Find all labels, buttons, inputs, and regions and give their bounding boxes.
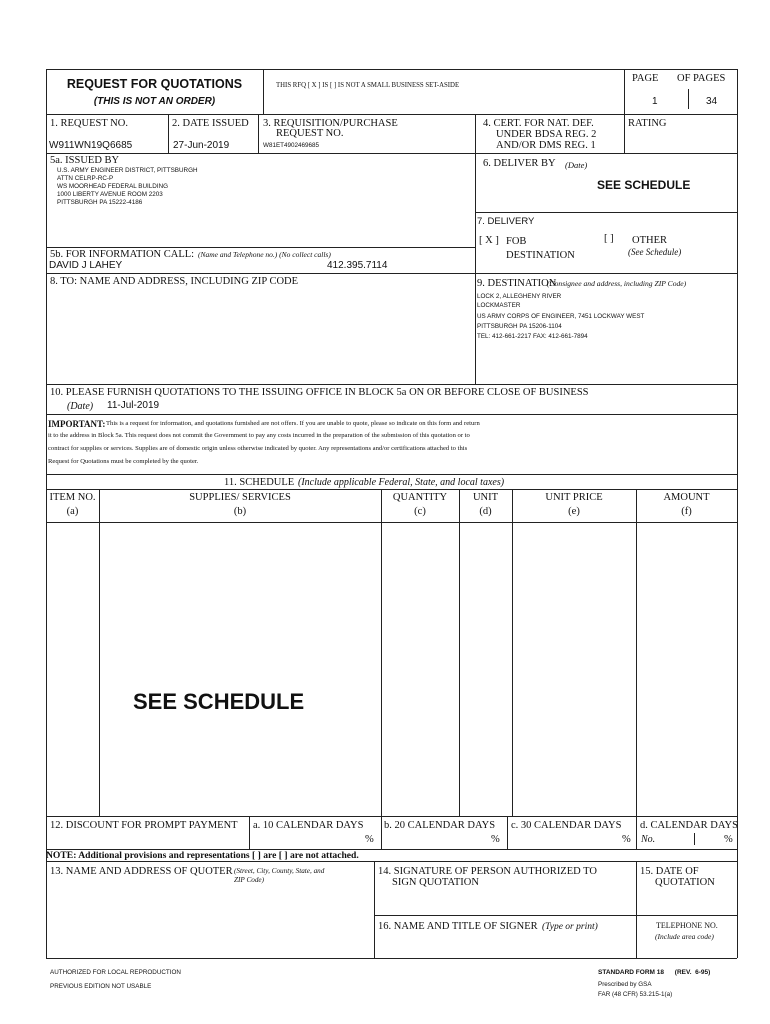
other-hint: (See Schedule) <box>628 247 682 257</box>
schedule-hint: (Include applicable Federal, State, and local taxes) <box>298 477 505 488</box>
col-header-amount: AMOUNT <box>663 492 710 503</box>
fob-checkbox[interactable]: [ X ] <box>479 235 499 246</box>
other-checkbox[interactable]: [ ] <box>604 233 614 244</box>
form-subtitle: (THIS IS NOT AN ORDER) <box>93 96 216 107</box>
col-header-item-no: ITEM NO. <box>49 492 96 503</box>
page-number: 1 <box>652 96 658 107</box>
col-sub-b: (b) <box>233 506 247 517</box>
col-sub-e: (e) <box>568 506 580 517</box>
furnish-quotations-label: 10. PLEASE FURNISH QUOTATIONS TO THE ISSUING OFFICE IN BLOCK 5a ON OR BEFORE CLOSE OF BUSINESS <box>50 387 589 398</box>
request-no-value: W911WN19Q6685 <box>49 140 133 151</box>
destination-line: US ARMY CORPS OF ENGINEER, 7451 LOCKWAY WEST <box>477 313 645 320</box>
col-header-supplies: SUPPLIES/ SERVICES <box>189 492 291 503</box>
col-sub-c: (c) <box>414 506 426 517</box>
signature-label-1: 14. SIGNATURE OF PERSON AUTHORIZED TO <box>378 866 597 877</box>
contact-phone: 412.395.7114 <box>327 260 388 271</box>
destination-line: TEL: 412-661-2217 FAX: 412-661-7894 <box>477 333 588 340</box>
destination-line: LOCKMASTER <box>477 302 521 309</box>
col-header-unit: UNIT <box>472 492 499 503</box>
col-sub-f: (f) <box>681 506 692 517</box>
important-label: IMPORTANT: <box>48 419 106 429</box>
page-label: PAGE <box>632 73 659 84</box>
discount-days-no: No. <box>641 834 656 845</box>
destination-line: PITTSBURGH PA 15206-1104 <box>477 323 562 330</box>
quotation-date-label-2: QUOTATION <box>655 877 715 888</box>
important-text-line: it to the address in Block 5a. This request does not commit the Government to pay any costs incurred in the preparation of the submission of this quotation or to <box>48 432 470 439</box>
telephone-label: TELEPHONE NO. <box>656 921 718 930</box>
cert-label-2: UNDER BDSA REG. 2 <box>496 129 597 140</box>
issued-by-label: 5a. ISSUED BY <box>50 155 120 166</box>
important-text-line: contract for supplies or services. Supplies are of domestic origin unless otherwise indicated by quoter. Any representations and/or certifications attached to this <box>48 445 468 452</box>
info-call-label: 5b. FOR INFORMATION CALL: <box>50 249 195 260</box>
set-aside-text: THIS RFQ [ X ] IS [ ] IS NOT A SMALL BUSINESS SET-ASIDE <box>276 82 460 89</box>
footer-prescribed: Prescribed by GSA <box>598 981 652 988</box>
col-header-unit-price: UNIT PRICE <box>545 492 603 503</box>
close-date-hint: (Date) <box>67 401 94 412</box>
quoter-name-address-label: 13. NAME AND ADDRESS OF QUOTER <box>50 866 233 877</box>
signer-hint: (Type or print) <box>542 922 598 932</box>
fob-label: FOB <box>506 236 527 247</box>
important-text-line: This is a request for information, and quotations furnished are not offers. If you are unable to quote, please so indicate on this form and return <box>106 420 480 427</box>
deliver-by-value: SEE SCHEDULE <box>597 178 691 192</box>
to-name-address-label: 8. TO: NAME AND ADDRESS, INCLUDING ZIP CODE <box>50 276 299 287</box>
deliver-by-hint: (Date) <box>565 160 588 170</box>
issued-by-line: U.S. ARMY ENGINEER DISTRICT, PITTSBURGH <box>57 167 198 174</box>
destination-label: 9. DESTINATION <box>477 278 557 289</box>
issued-by-line: PITTSBURGH PA 15222-4186 <box>57 199 143 206</box>
telephone-hint: (Include area code) <box>655 932 714 941</box>
cert-label-3: AND/OR DMS REG. 1 <box>496 140 596 151</box>
discount-30-days: c. 30 CALENDAR DAYS <box>511 820 622 831</box>
discount-days-pct: % <box>724 834 733 845</box>
other-label: OTHER <box>632 235 667 246</box>
delivery-label: 7. DELIVERY <box>477 216 535 227</box>
col-sub-a: (a) <box>66 506 79 517</box>
requisition-label-2: REQUEST NO. <box>276 128 344 139</box>
col-header-quantity: QUANTITY <box>392 492 448 503</box>
quotation-date-label-1: 15. DATE OF <box>640 866 699 877</box>
quoter-hint-1: (Street, City, County, State, and <box>234 867 325 875</box>
signer-name-title-label: 16. NAME AND TITLE OF SIGNER <box>378 921 538 932</box>
discount-30-pct: % <box>622 834 631 845</box>
discount-10-days: a. 10 CALENDAR DAYS <box>253 820 364 831</box>
discount-20-days: b. 20 CALENDAR DAYS <box>384 820 496 831</box>
col-sub-d: (d) <box>479 506 492 517</box>
signature-label-2: SIGN QUOTATION <box>392 877 479 888</box>
rating-label: RATING <box>628 118 667 129</box>
additional-provisions-note: NOTE: Additional provisions and representations [ ] are [ ] are not attached. <box>46 850 359 861</box>
fob-destination-label: DESTINATION <box>506 250 575 261</box>
of-pages-label: OF PAGES <box>677 73 726 84</box>
destination-hint: (Consignee and address, including ZIP Code) <box>547 279 687 288</box>
date-issued-value: 27-Jun-2019 <box>173 140 230 151</box>
total-pages: 34 <box>706 96 718 107</box>
issued-by-line: ATTN CELRP-RC-P <box>57 175 114 182</box>
footer-standard-form: STANDARD FORM 18 (REV. 6-95) <box>598 969 711 976</box>
date-issued-label: 2. DATE ISSUED <box>172 118 249 129</box>
discount-20-pct: % <box>491 834 500 845</box>
discount-calendar-days: d. CALENDAR DAYS <box>640 820 738 831</box>
quoter-hint-2: ZIP Code) <box>234 876 265 884</box>
issued-by-line: 1000 LIBERTY AVENUE ROOM 2203 <box>57 191 163 198</box>
important-text-line: Request for Quotations must be completed by the quoter. <box>48 458 199 465</box>
schedule-title: 11. SCHEDULE <box>224 477 295 488</box>
footer-authorized: AUTHORIZED FOR LOCAL REPRODUCTION <box>50 969 181 976</box>
requisition-value: W81ET4902469685 <box>263 142 320 149</box>
schedule-body-text: SEE SCHEDULE <box>133 689 305 714</box>
footer-previous-edition: PREVIOUS EDITION NOT USABLE <box>50 983 152 990</box>
footer-far-reference: FAR (48 CFR) 53.215-1(a) <box>598 991 673 998</box>
cert-label-1: 4. CERT. FOR NAT. DEF. <box>483 118 594 129</box>
deliver-by-label: 6. DELIVER BY <box>483 158 556 169</box>
info-call-hint: (Name and Telephone no.) (No collect calls) <box>198 250 331 259</box>
request-no-label: 1. REQUEST NO. <box>50 118 128 129</box>
issued-by-line: WS MOORHEAD FEDERAL BUILDING <box>57 183 169 190</box>
destination-line: LOCK 2, ALLEGHENY RIVER <box>477 293 562 300</box>
requisition-label-1: 3. REQUISITION/PURCHASE <box>263 118 398 129</box>
close-date-value: 11-Jul-2019 <box>107 400 160 411</box>
discount-label: 12. DISCOUNT FOR PROMPT PAYMENT <box>50 820 238 831</box>
contact-name: DAVID J LAHEY <box>49 260 123 271</box>
discount-10-pct: % <box>365 834 374 845</box>
form-title: REQUEST FOR QUOTATIONS <box>66 77 243 91</box>
